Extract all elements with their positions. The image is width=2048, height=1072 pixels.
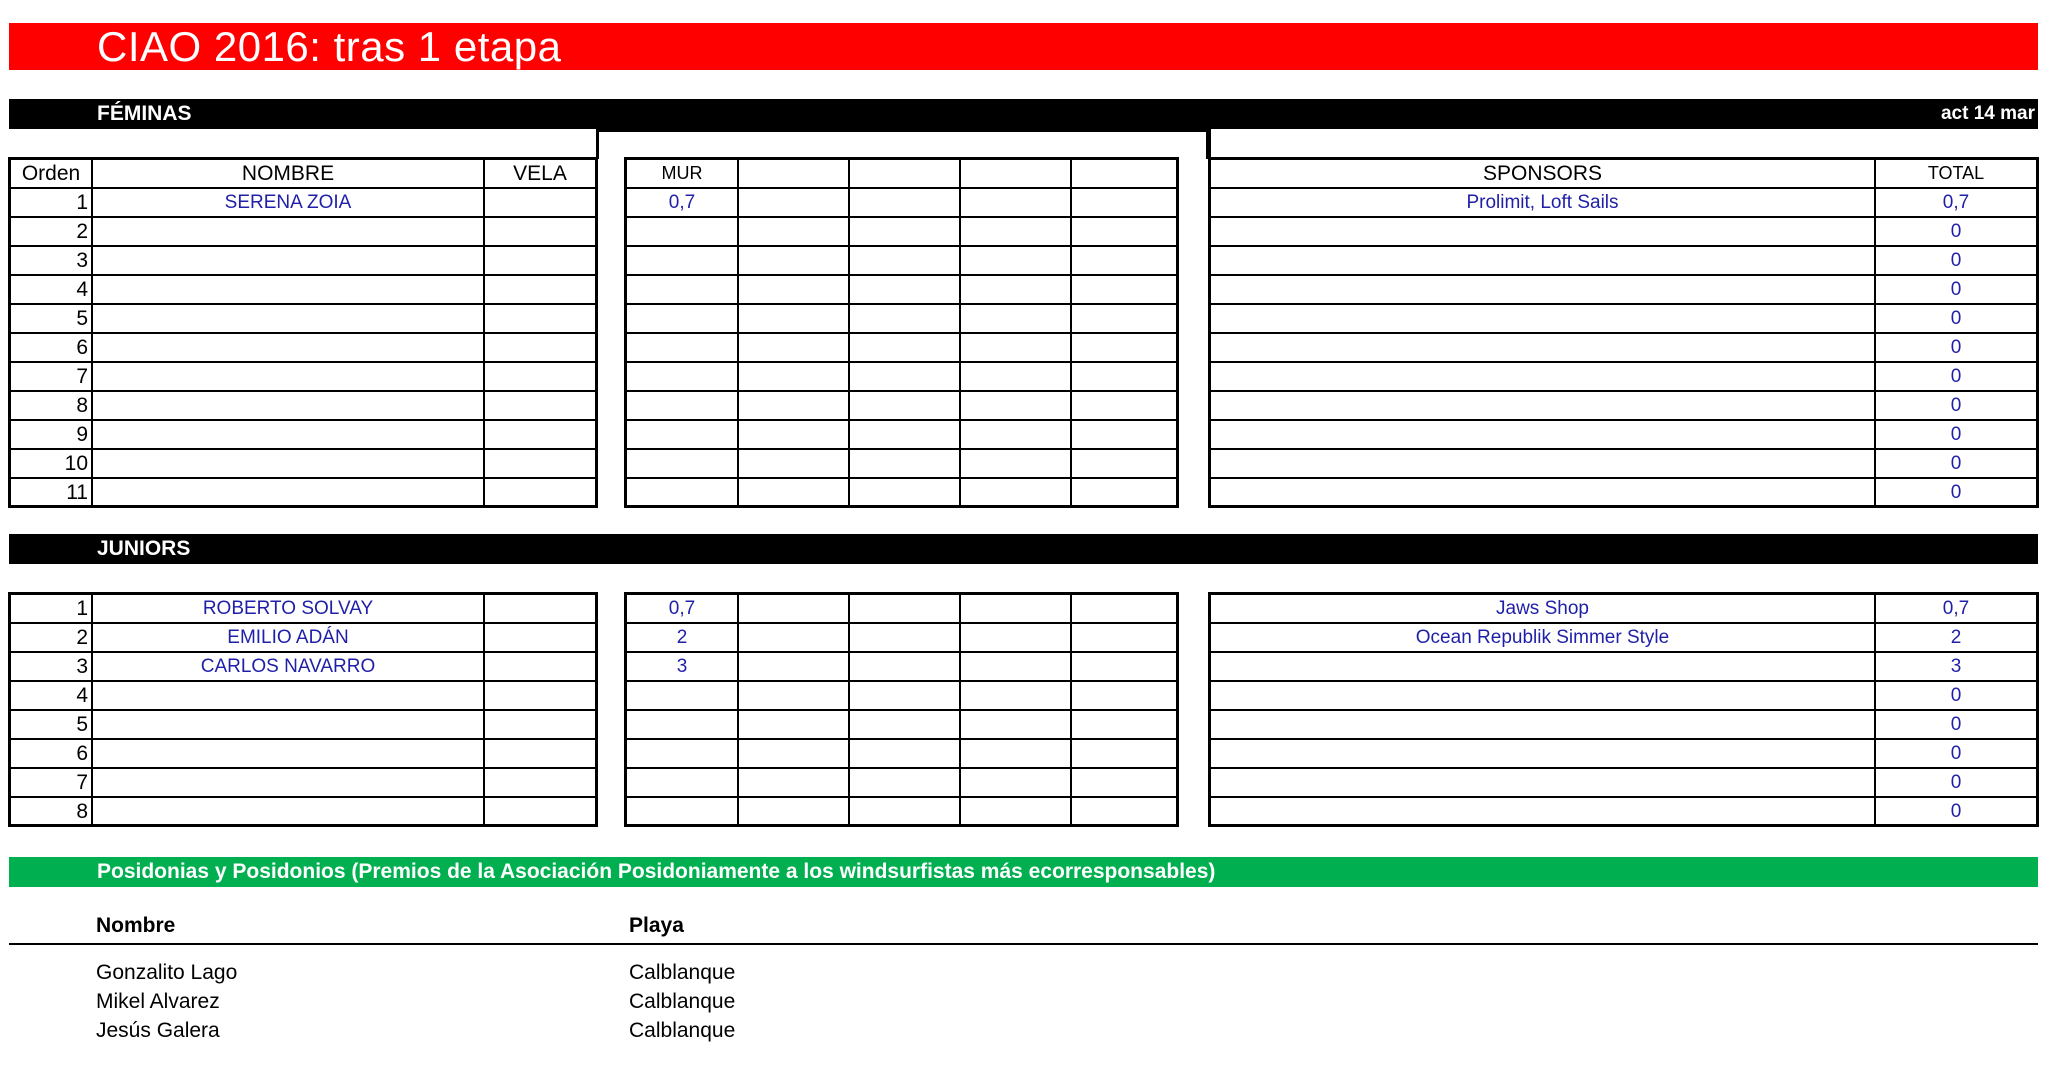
- mur-score: [627, 769, 739, 798]
- feminas-sponsors-block: [1208, 157, 2039, 508]
- score-cell: [961, 247, 1072, 276]
- rank-number: 5: [11, 305, 93, 334]
- total-score: 0: [1950, 801, 1962, 822]
- score-cell: [1072, 653, 1176, 682]
- sponsors-cell: [1211, 798, 1876, 827]
- rank-number: 5: [11, 711, 93, 740]
- vela-cell: [485, 711, 595, 740]
- score-cell: [1072, 218, 1176, 247]
- vela-cell: [485, 479, 595, 508]
- total-score: 0: [1876, 247, 2036, 276]
- score-cell: [739, 624, 850, 653]
- sponsors-cell: [1211, 479, 1876, 508]
- vela-cell: [485, 305, 595, 334]
- score-cell: [1072, 682, 1176, 711]
- total-score: 0: [1876, 363, 2036, 392]
- mur-score: [627, 740, 739, 769]
- total-score: 0: [1876, 218, 2036, 247]
- score-cell: [850, 392, 961, 421]
- posidonias-playa: Calblanque: [629, 1019, 736, 1042]
- score-cell: [961, 798, 1072, 827]
- sponsors-cell: [1211, 740, 1876, 769]
- rank-number: 3: [11, 653, 93, 682]
- score-cell: [961, 392, 1072, 421]
- juniors-section-label: JUNIORS: [97, 537, 191, 560]
- rank-number: 6: [11, 740, 93, 769]
- rank-number: 7: [11, 363, 93, 392]
- score-cell: [850, 334, 961, 363]
- score-cell: [1072, 595, 1176, 624]
- feminas-section-bar: [9, 99, 2038, 129]
- mur-score: [627, 682, 739, 711]
- score-cell: [1072, 479, 1176, 508]
- score-cell: [850, 595, 961, 624]
- sponsors-cell: [1211, 218, 1876, 247]
- sponsors-cell: [1211, 392, 1876, 421]
- total-score: 0,7: [1876, 189, 2036, 218]
- sponsors-cell: [1211, 682, 1876, 711]
- mur-score: 2: [627, 624, 739, 653]
- score-cell: [850, 305, 961, 334]
- score-cell: [961, 769, 1072, 798]
- score-cell: [961, 740, 1072, 769]
- score-cell: [739, 653, 850, 682]
- total-score: 0: [1876, 740, 2036, 769]
- mur-score: [627, 798, 739, 827]
- score-cell: [739, 798, 850, 827]
- rider-name: [93, 392, 485, 421]
- score-cell: [850, 711, 961, 740]
- score-cell: [961, 450, 1072, 479]
- vela-cell: [485, 653, 595, 682]
- vela-cell: [485, 450, 595, 479]
- score-cell: [850, 769, 961, 798]
- score-cell: [850, 189, 961, 218]
- score-cell: [850, 247, 961, 276]
- mur-score: [627, 363, 739, 392]
- column-header-empty: [850, 160, 961, 189]
- score-cell: [739, 189, 850, 218]
- feminas-names-block: [8, 157, 598, 508]
- score-cell: [961, 682, 1072, 711]
- mur-score: [627, 305, 739, 334]
- juniors-names-block: [8, 592, 598, 827]
- posidonias-playa: Calblanque: [629, 990, 736, 1013]
- score-cell: [850, 624, 961, 653]
- sponsors-cell: [1211, 711, 1876, 740]
- score-cell: [850, 450, 961, 479]
- score-cell: [961, 218, 1072, 247]
- score-cell: [739, 363, 850, 392]
- sponsors-cell: Ocean Republik Simmer Style: [1211, 624, 1876, 653]
- vela-cell: [485, 334, 595, 363]
- column-header-orden: Orden: [11, 160, 93, 189]
- rider-name: [93, 276, 485, 305]
- score-cell: [1072, 769, 1176, 798]
- vela-cell: [485, 392, 595, 421]
- rider-name: EMILIO ADÁN: [93, 624, 485, 653]
- total-score: 0: [1876, 682, 2036, 711]
- rider-name: [93, 740, 485, 769]
- sponsors-cell: [1211, 305, 1876, 334]
- feminas-section-label: FÉMINAS: [97, 102, 192, 125]
- mur-score: [627, 479, 739, 508]
- sponsors-cell: [1211, 334, 1876, 363]
- page-title: CIAO 2016: tras 1 etapa: [97, 23, 562, 70]
- score-cell: [739, 218, 850, 247]
- total-score: 0,7: [1876, 595, 2036, 624]
- total-score: 0: [1876, 769, 2036, 798]
- total-score: 2: [1876, 624, 2036, 653]
- column-header-sponsors: SPONSORS: [1211, 160, 1876, 189]
- rider-name: [93, 218, 485, 247]
- score-cell: [739, 334, 850, 363]
- score-cell: [850, 798, 961, 827]
- score-cell: [1072, 189, 1176, 218]
- score-cell: [1072, 363, 1176, 392]
- column-header-mur: MUR: [627, 160, 739, 189]
- juniors-section-bar: [9, 534, 2038, 564]
- score-cell: [739, 247, 850, 276]
- score-cell: [850, 218, 961, 247]
- column-header-empty: [739, 160, 850, 189]
- score-cell: [850, 740, 961, 769]
- vela-cell: [485, 363, 595, 392]
- rider-name: [93, 421, 485, 450]
- total-score: 3: [1876, 653, 2036, 682]
- score-cell: [739, 769, 850, 798]
- rider-name: [93, 682, 485, 711]
- score-cell: [1072, 450, 1176, 479]
- vela-cell: [485, 682, 595, 711]
- rider-name: [93, 798, 485, 827]
- mur-score: [627, 218, 739, 247]
- score-cell: [1072, 740, 1176, 769]
- score-cell: [739, 305, 850, 334]
- title-bar: [9, 23, 2038, 70]
- vela-cell: [485, 624, 595, 653]
- rank-number: 10: [11, 450, 93, 479]
- score-cell: [739, 450, 850, 479]
- sponsors-cell: [1211, 769, 1876, 798]
- rider-name: SERENA ZOIA: [93, 189, 485, 218]
- vela-cell: [485, 421, 595, 450]
- rank-number: 3: [11, 247, 93, 276]
- rank-number: 8: [11, 392, 93, 421]
- score-cell: [739, 595, 850, 624]
- sponsors-cell: Prolimit, Loft Sails: [1211, 189, 1876, 218]
- posidonias-header-rule: [9, 943, 2038, 945]
- posidonias-section-label: Posidonias y Posidonios (Premios de la Asociación Posidoniamente a los windsurfistas más ecorresponsables): [97, 860, 1216, 883]
- mur-score: 0,7: [627, 595, 739, 624]
- rider-name: [93, 334, 485, 363]
- sponsors-cell: [1211, 421, 1876, 450]
- sponsors-cell: [1211, 450, 1876, 479]
- score-cell: [850, 479, 961, 508]
- rider-name: [93, 450, 485, 479]
- total-score: 0: [1876, 334, 2036, 363]
- vela-cell: [485, 189, 595, 218]
- mur-score: [627, 392, 739, 421]
- score-cell: [739, 392, 850, 421]
- score-cell: [850, 363, 961, 392]
- posidonias-nombre: Jesús Galera: [96, 1019, 220, 1042]
- posidonias-header-playa: Playa: [629, 914, 684, 937]
- total-score: 0: [1876, 392, 2036, 421]
- rider-name: CARLOS NAVARRO: [93, 653, 485, 682]
- score-cell: [1072, 247, 1176, 276]
- score-cell: [1072, 421, 1176, 450]
- column-header-nombre: NOMBRE: [93, 160, 485, 189]
- score-cell: [739, 682, 850, 711]
- feminas-scores-block: [624, 157, 1179, 508]
- mur-score: [627, 450, 739, 479]
- score-cell: [961, 334, 1072, 363]
- score-cell: [961, 421, 1072, 450]
- total-score: 0: [1876, 305, 2036, 334]
- score-cell: [739, 479, 850, 508]
- score-cell: [739, 421, 850, 450]
- total-score: 0: [1876, 711, 2036, 740]
- column-header-empty: [1072, 160, 1176, 189]
- vela-cell: [485, 740, 595, 769]
- juniors-scores-block: [624, 592, 1179, 827]
- rank-number: 8: [11, 798, 93, 827]
- sponsors-cell: [1211, 653, 1876, 682]
- column-header-empty: [961, 160, 1072, 189]
- score-cell: [1072, 276, 1176, 305]
- score-cell: [1072, 392, 1176, 421]
- mur-score: [627, 421, 739, 450]
- mur-score: [627, 276, 739, 305]
- rider-name: ROBERTO SOLVAY: [93, 595, 485, 624]
- score-cell: [739, 740, 850, 769]
- score-cell: [850, 421, 961, 450]
- vela-cell: [485, 769, 595, 798]
- rank-number: 2: [11, 624, 93, 653]
- rider-name: [93, 305, 485, 334]
- mur-score: [627, 247, 739, 276]
- score-cell: [961, 653, 1072, 682]
- score-cell: [961, 276, 1072, 305]
- posidonias-section-bar: [9, 857, 2038, 887]
- vela-cell: [485, 218, 595, 247]
- rank-number: 1: [11, 189, 93, 218]
- rider-name: [93, 769, 485, 798]
- juniors-sponsors-block: [1208, 592, 2039, 827]
- total-score: 0: [1876, 276, 2036, 305]
- rider-name: [93, 479, 485, 508]
- rank-number: 6: [11, 334, 93, 363]
- vela-cell: [485, 798, 595, 827]
- rank-number: 7: [11, 769, 93, 798]
- score-cell: [1072, 305, 1176, 334]
- score-cell: [961, 595, 1072, 624]
- posidonias-nombre: Mikel Alvarez: [96, 990, 220, 1013]
- score-cell: [961, 189, 1072, 218]
- posidonias-header-nombre: Nombre: [96, 914, 176, 937]
- vela-cell: [485, 595, 595, 624]
- sponsors-cell: Jaws Shop: [1211, 595, 1876, 624]
- score-cell: [850, 682, 961, 711]
- rider-name: [93, 711, 485, 740]
- total-score: 0: [1876, 421, 2036, 450]
- rider-name: [93, 247, 485, 276]
- score-cell: [961, 624, 1072, 653]
- score-cell: [961, 479, 1072, 508]
- rank-number: 9: [11, 421, 93, 450]
- rider-name: [93, 363, 485, 392]
- score-cell: [961, 305, 1072, 334]
- score-cell: [961, 363, 1072, 392]
- mur-score: [627, 334, 739, 363]
- rank-number: 11: [11, 479, 93, 508]
- mur-score: 0,7: [627, 189, 739, 218]
- score-cell: [739, 276, 850, 305]
- score-cell: [850, 653, 961, 682]
- rank-number: 4: [11, 276, 93, 305]
- vela-cell: [485, 276, 595, 305]
- score-cell: [1072, 798, 1176, 827]
- score-cell: [1072, 334, 1176, 363]
- score-cell: [1072, 624, 1176, 653]
- posidonias-playa: Calblanque: [629, 961, 736, 984]
- sponsors-cell: [1211, 247, 1876, 276]
- mur-score: 3: [627, 653, 739, 682]
- posidonias-nombre: Gonzalito Lago: [96, 961, 238, 984]
- feminas-mid-header-frame: [596, 129, 1209, 159]
- score-cell: [850, 276, 961, 305]
- rank-number: 4: [11, 682, 93, 711]
- mur-score: [627, 711, 739, 740]
- column-header-total: TOTAL: [1876, 160, 2036, 189]
- rank-number: 1: [11, 595, 93, 624]
- update-date: act 14 mar: [1940, 103, 2035, 124]
- column-header-vela: VELA: [485, 160, 595, 189]
- vela-cell: [485, 247, 595, 276]
- rank-number: 2: [11, 218, 93, 247]
- feminas-right-header-frame: [1208, 129, 1211, 159]
- sponsors-cell: [1211, 276, 1876, 305]
- sponsors-cell: [1211, 363, 1876, 392]
- score-cell: [961, 711, 1072, 740]
- total-score: 0: [1876, 450, 2036, 479]
- total-score: 0: [1950, 482, 1962, 503]
- score-cell: [739, 711, 850, 740]
- score-cell: [1072, 711, 1176, 740]
